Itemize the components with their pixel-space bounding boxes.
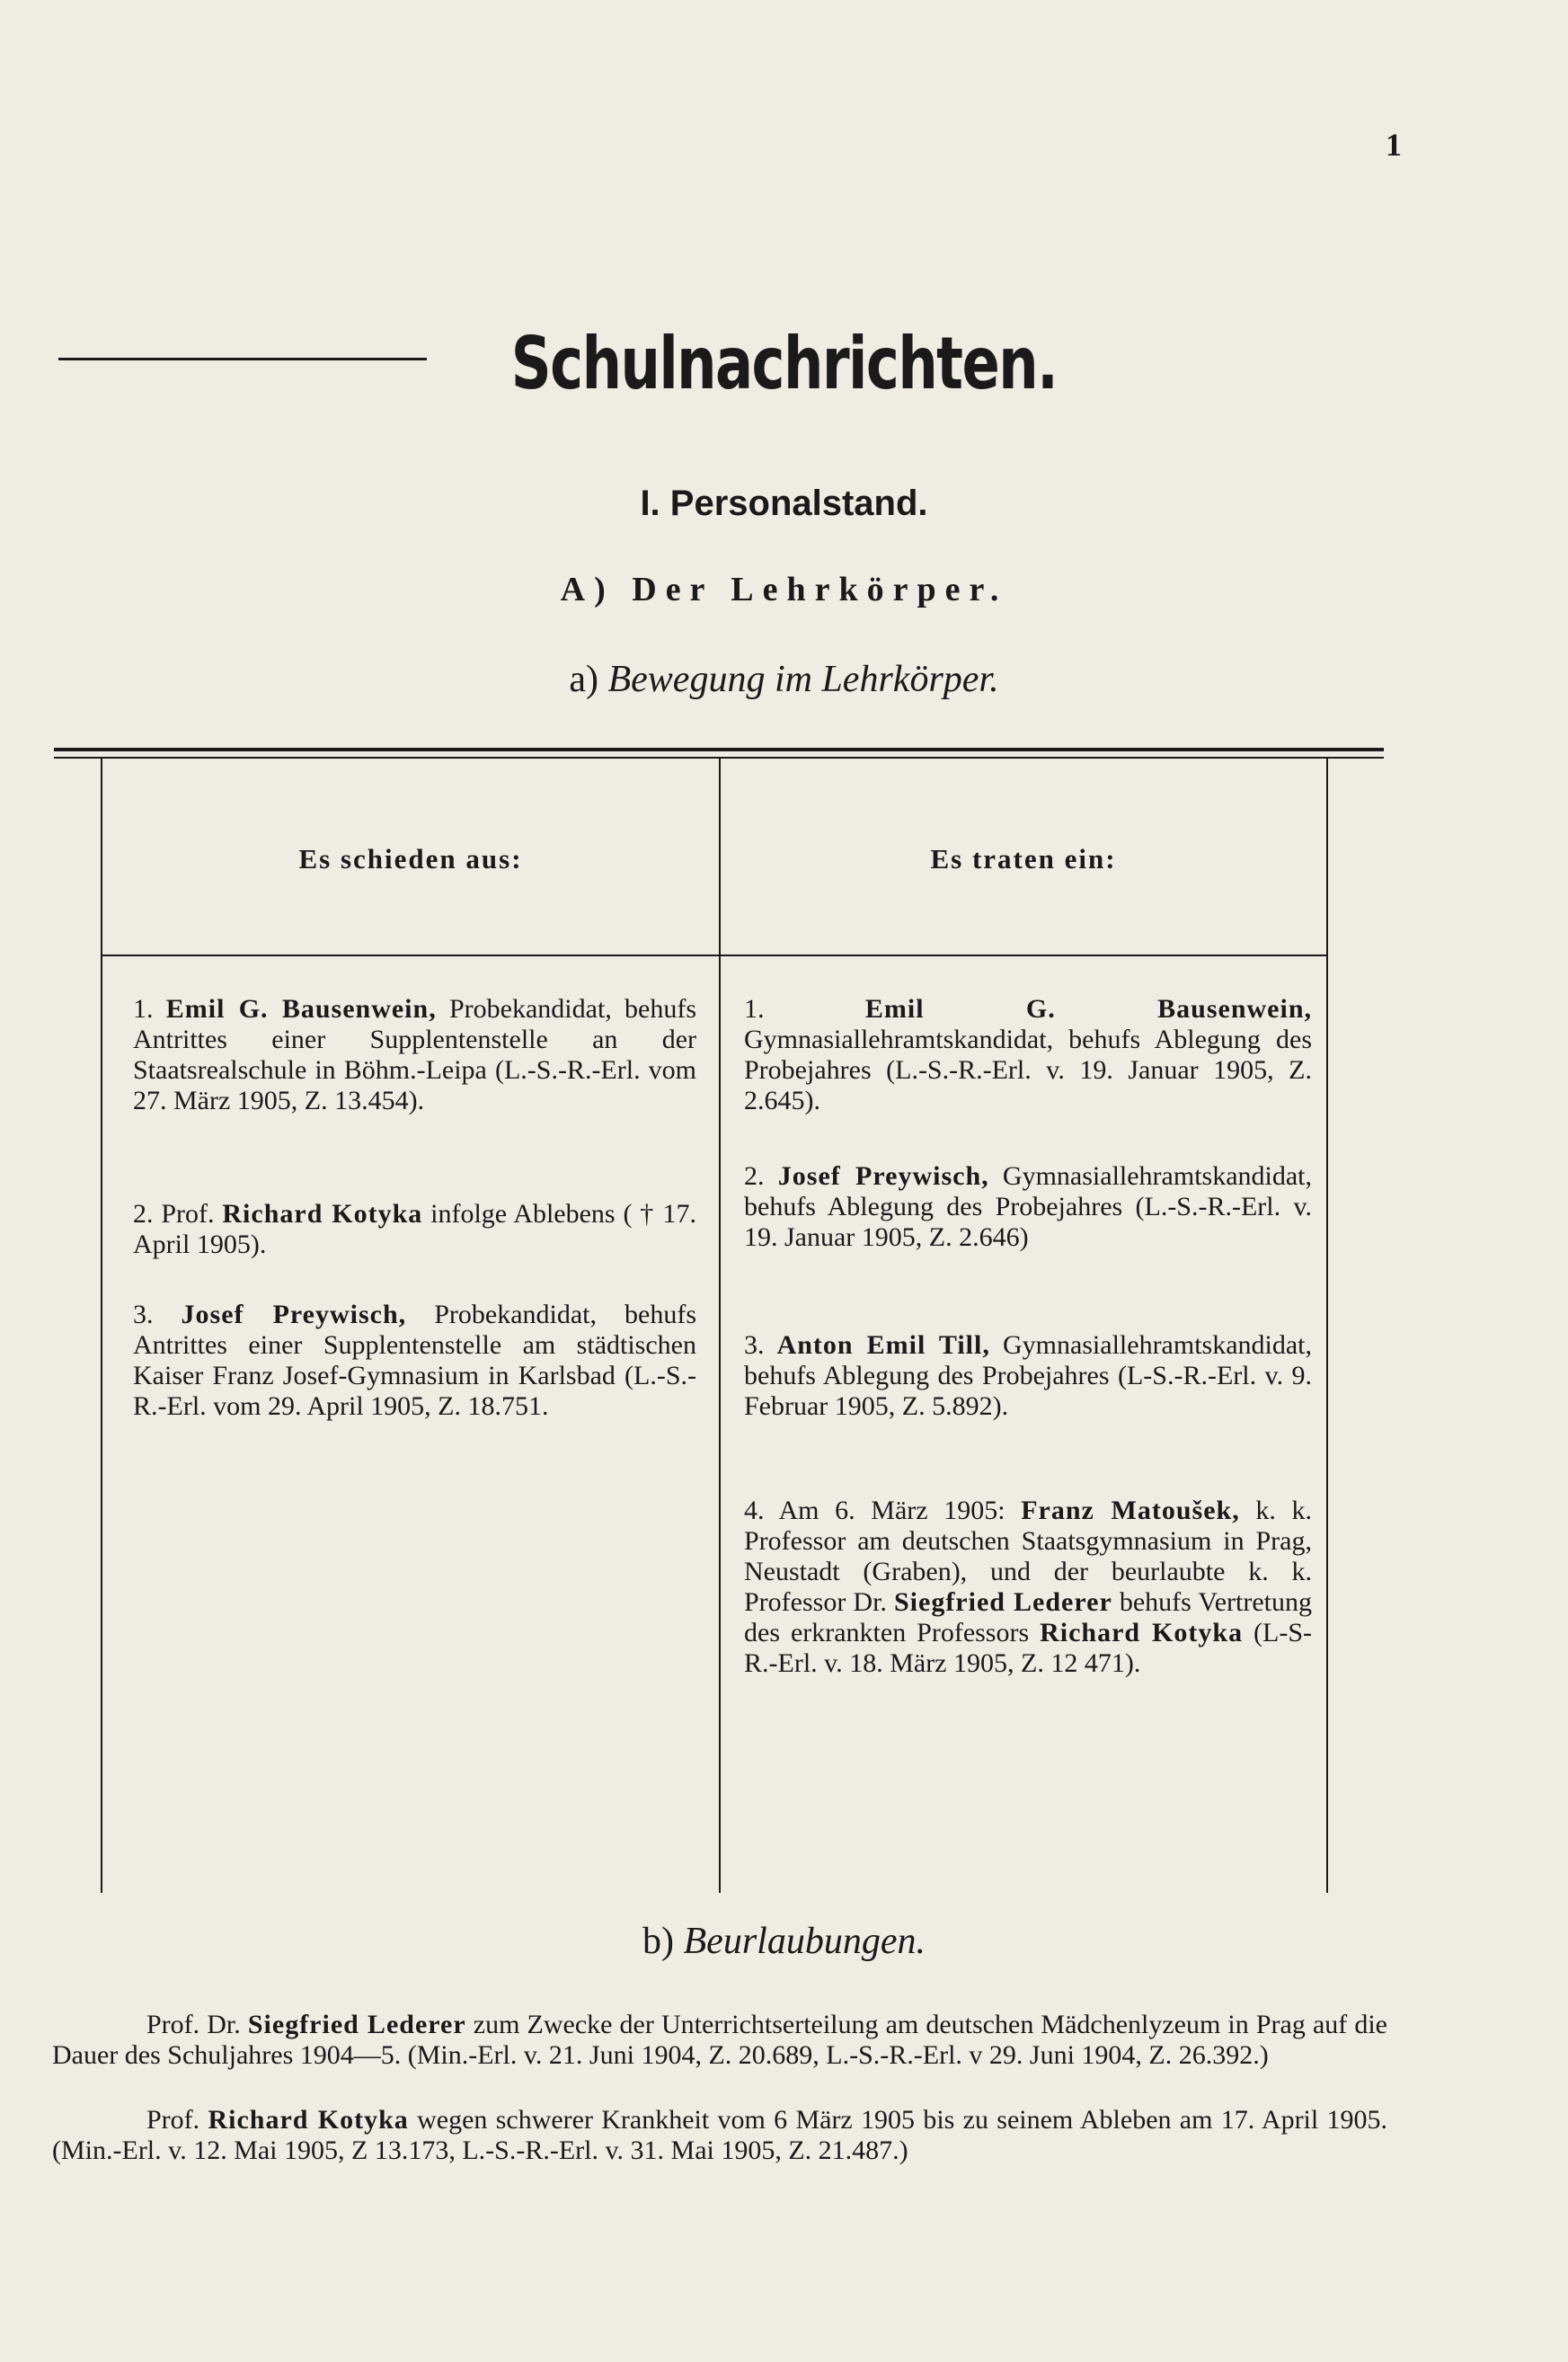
subheading-b: [0, 1920, 1568, 1963]
table-right-border: [1326, 759, 1328, 1893]
subsection-heading: A) Der Lehrkörper.: [560, 571, 1008, 608]
subheading-b-text: Beurlaubungen.: [683, 1921, 926, 1962]
person-name: Anton Emil Till,: [776, 1330, 990, 1360]
left-column-header: Es schieden aus:: [298, 843, 523, 875]
person-name: Franz Matoušek,: [1021, 1496, 1240, 1525]
table-top-rule: [54, 748, 1384, 751]
left-entry-3: 3. Josef Preywisch, Probekandidat, behufs Antrittes einer Supplentenstelle am städtischen Kaiser Franz Josef-Gymnasium in Karlsbad (L.-S.-R.-Erl. vom 29. April 1905, Z. 18.751.: [133, 1300, 697, 1421]
right-column-header: Es traten ein:: [930, 843, 1117, 875]
table-center-divider: [719, 759, 721, 1893]
leave-paragraph-1: Prof. Dr. Siegfried Lederer zum Zwecke der Unterrichtserteilung am deutschen Mädchenlyzeum in Prag auf die Dauer des Schuljahres 1904—5. (Min.-Erl. v. 21. Juni 1904, Z. 20.689, L.-S.-R.-Erl. v 29. Juni 1904, Z. 26.392.): [52, 2010, 1387, 2070]
title-rule-left: [58, 358, 427, 360]
person-name: Siegfried Lederer: [893, 1587, 1112, 1617]
left-entry-1: 1. Emil G. Bausenwein, Probekandidat, behufs Antrittes einer Supplentenstelle an der Staatsrealschule in Böhm.-Leipa (L.-S.-R.-Erl. vom 27. März 1905, Z. 13.454).: [133, 994, 697, 1115]
subheading-b-label: b): [642, 1921, 675, 1962]
leave-paragraph-2: Prof. Richard Kotyka wegen schwerer Krankheit vom 6 März 1905 bis zu seinem Ableben am 17. April 1905. (Min.-Erl. v. 12. Mai 1905, Z 13.173, L.-S.-R.-Erl. v. 31. Mai 1905, Z. 21.487.): [52, 2105, 1388, 2165]
right-entry-1: 1. Emil G. Bausenwein, Gymnasiallehramtskandidat, behufs Ablegung des Probejahres (L.-S.-R.-Erl. v. 19. Januar 1905, Z. 2.645).: [744, 994, 1312, 1115]
page-number: 1: [1386, 127, 1402, 163]
person-name: Richard Kotyka: [1040, 1618, 1244, 1647]
person-name: Richard Kotyka: [208, 2105, 409, 2135]
table-left-border: [101, 759, 102, 1893]
right-entry-2: 2. Josef Preywisch, Gymnasiallehramtskandidat, behufs Ablegung des Probejahres (L.-S.-R.-Erl. v. 19. Januar 1905, Z. 2.646): [744, 1161, 1312, 1252]
table-header-rule: [101, 955, 1328, 956]
person-name: Siegfried Lederer: [247, 2010, 466, 2039]
person-name: Emil G. Bausenwein,: [165, 994, 437, 1024]
person-name: Richard Kotyka: [222, 1199, 423, 1229]
subheading-a: [0, 658, 1568, 701]
page-title: Schulnachrichten.: [510, 322, 1058, 405]
person-name: Josef Preywisch,: [777, 1161, 989, 1191]
right-entry-4: 4. Am 6. März 1905: Franz Matoušek, k. k. Professor am deutschen Staatsgymnasium in Prag, Neustadt (Graben), und der beurlaubte k. k. Professor Dr. Siegfried Lederer behufs Vertretung des erkrankten Professors Richard Kotyka (L-S-R.-Erl. v. 18. März 1905, Z. 12 471).: [744, 1496, 1313, 1678]
person-name: Emil G. Bausenwein,: [864, 994, 1312, 1024]
subheading-a-text: Bewegung im Lehrkörper.: [607, 659, 999, 700]
person-name: Josef Preywisch,: [181, 1300, 407, 1329]
left-entry-2: 2. Prof. Richard Kotyka infolge Ablebens ( † 17. April 1905).: [133, 1199, 697, 1259]
section-heading: I. Personalstand.: [640, 484, 928, 523]
subheading-a-label: a): [569, 659, 598, 700]
right-entry-3: 3. Anton Emil Till, Gymnasiallehramtskandidat, behufs Ablegung des Probejahres (L-S.-R.-Erl. v. 9. Februar 1905, Z. 5.892).: [744, 1330, 1313, 1421]
